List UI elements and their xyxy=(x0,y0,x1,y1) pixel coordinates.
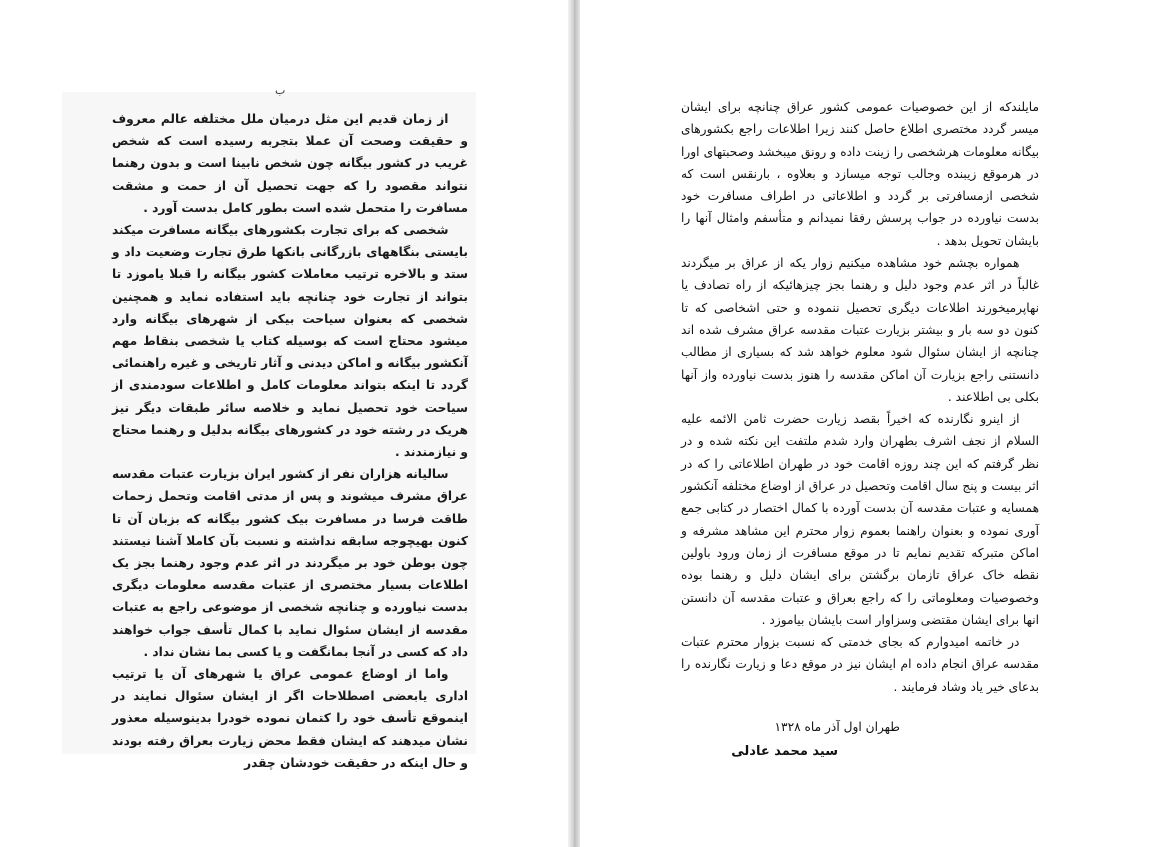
book-spine xyxy=(568,0,580,847)
left-paragraph-1: از زمان قدیم این مثل درمیان ملل مختلفه عالم معروف و حقیقت وصحت آن عملا بتجربه رسیده است که شخص غریب در کشور بیگانه چون شخص نابینا است و بدون رهنما نتواند مقصود را که جهت تحصیل آن از حمت و مشقت مسافرت را متحمل شده است بطور کامل بدست آورد . xyxy=(112,112,468,215)
right-paragraph-2: همواره بچشم خود مشاهده میکنیم زوار یکه از عراق بر میگردند غالباً در اثر عدم وجود دلیل و رهنما بجز چیزهائیکه از راه تصادف یا نهاپرمیخورند اطلاعات دیگری تحصیل ننموده و حتی اشخاصی که تا کنون دو سه بار و بیشتر بزیارت عتبات مقدسه عراق مشرف شده اند چنانچه از ایشان سئوال شود معلوم خواهد شد که بسیاری از مطالب دانستنی راجع بزیارت آن اماکن مقدسه را هنوز بدست نیاورده واز آنها بکلی بی اطلاعند . xyxy=(681,256,1039,404)
left-paragraph-2: شخصی که برای تجارت بکشورهای بیگانه مسافرت میکند بایستی بنگاههای بازرگانی بانکها طرق تجارت وضعیت داد و ستد و بالاخره ترتیب معاملات کشور بیگانه را قبلا یاموزد تا بتواند از تجارت خود چنانچه باید استفاده نماید و همچنین شخصی که بعنوان سیاحت بیکی از شهرهای بیگانه وارد میشود محتاج است که بوسیله کتاب یا شخصی بنقاط مهم آنکشور بیگانه و اماکن دیدنی و آثار تاریخی و غیره راهنمائی گردد تا اینکه بتواند معلومات کامل و اطلاعات سودمندی از سیاحت خود تحصیل نماید و خلاصه سائر طبقات دیگر نیز هریک در رشته خود در کشورهای بیگانه بدلیل و رهنما محتاج و نیازمندند . xyxy=(112,223,468,460)
date-line: طهران اول آذر ماه ۱۳۲۸ xyxy=(774,720,900,734)
left-paragraph-4: واما از اوضاع عمومی عراق یا شهرهای آن یا ترتیب اداری یابعضی اصطلاحات اگر از ایشان سئوال نمایند در اینموقع تأسف خود را کتمان نموده خودرا بدینوسیله معذور نشان میدهند که ایشان فقط محض زیارت بعراق رفته بودند و حال اینکه در حقیقت خودشان چقدر xyxy=(112,667,468,770)
right-page-text xyxy=(681,96,1039,698)
author-signature: سید محمد عادلی xyxy=(731,744,838,759)
page-number: ب xyxy=(275,84,286,97)
left-page-text xyxy=(112,108,468,774)
right-paragraph-3: از اینرو نگارنده که اخیراً بقصد زیارت حضرت ثامن الائمه علیه السلام از نجف اشرف بطهران وارد شدم ملتفت این نکته شده و در نظر گرفتم که این چند روزه اقامت خود در طهران اطلاعاتی را که در اثر بیست و پنج سال اقامت وتحصیل در عراق از اوضاع مختلفه آنکشور همسایه و عتبات مقدسه آن بدست آورده با کمال اختصار در کتابی جمع آوری نموده و بعنوان راهنما بعموم زوار محترم این مشاهد مشرفه و اماکن متبرکه تقدیم نمایم تا در موقع مسافرت از زمان ورود باولین نقطه خاک عراق تازمان برگشتن برای ایشان دلیل و رهنما بوده وخصوصیات ومعلوماتی را که راجع بعراق و عتبات مقدسه آن دانستن انها برای ایشان مقتضی وسزاوار است بایشان بیاموزد . xyxy=(681,412,1039,627)
right-paragraph-4: در خاتمه امیدوارم که بجای خدمتی که نسبت بزوار محترم عتبات مقدسه عراق انجام داده ام ایشان نیز در موقع دعا و زیارت نگارنده را بدعای خیر یاد وشاد فرمایند . xyxy=(681,635,1039,694)
right-paragraph-1: مایلندکه از این خصوصیات عمومی کشور عراق چنانچه برای ایشان میسر گردد مختصری اطلاع حاصل کنند زیرا اطلاعات راجع بکشورهای بیگانه معلومات هرشخصی را زینت داده و رونق میبخشد وصحبتهای اورا در هرموقع زیبنده وجالب توجه میسازد و بعلاوه ، بارنقس است که شخصی ازمسافرتی بر گردد و اطلاعاتی در اطراف مسافرت خود بدست نیاورده در جواب پرسش رفقا نمیدانم و متأسفم وامثال آنها را بایشان تحویل بدهد . xyxy=(681,100,1039,248)
left-paragraph-3: سالیانه هزاران نفر از کشور ایران بزیارت عتبات مقدسه عراق مشرف میشوند و پس از مدتی اقامت وتحمل زحمات طاقت فرسا در مسافرت بیک کشور بیگانه که بزبان آن تا کنون بهیچوجه سابقه نداشته و نسبت بآن کاملا آشنا نیستند چون بوطن خود بر میگردند در اثر عدم وجود رهنما بجز یک اطلاعات بسیار مختصری از عتبات مقدسه معلومات دیگری بدست نیاورده و چنانچه شخصی از موضوعی راجع به عتبات مقدسه از ایشان سئوال نماید با کمال تأسف جواب خواهند داد که کسی در آنجا بمانگفت و یا کسی بما نشان نداد . xyxy=(112,467,468,659)
